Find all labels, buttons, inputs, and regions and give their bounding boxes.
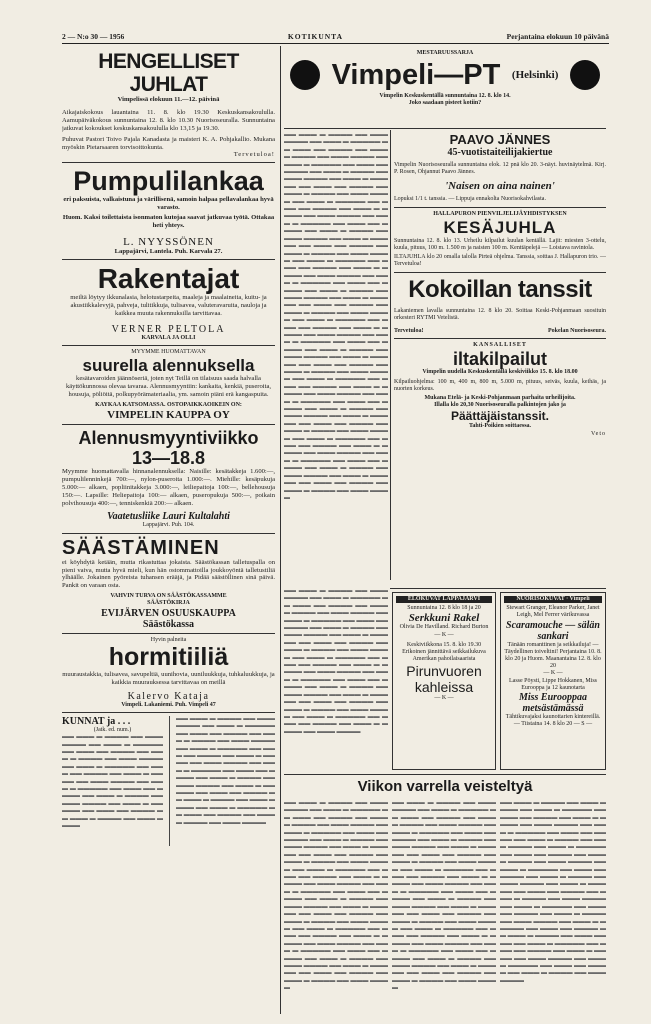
page-header bbox=[62, 30, 609, 42]
ad-elokuvat-lappajarvi bbox=[392, 592, 496, 770]
ad-text: kesätavaroiden jäännöseriä, joten nyt Teillä on tilaisuus saada halvalla käyttökunnossa olevaa tavaraa. Alennusmyyntiin: kankaita, kenkiä, puseroita, housuja, pöliöitä, polkupyörämateriaalia, ym. samoin piäni erä kangaspuita. bbox=[65, 375, 272, 398]
ad-paavo-jannes bbox=[394, 132, 606, 204]
ad-saastaminen bbox=[62, 537, 275, 630]
ad-text: Huom. Kaksi toilettaista isonmaton kutojaa saavat jatkuvaa työtä. Ottakaa heti yhteys. bbox=[62, 214, 275, 230]
column-divider bbox=[280, 46, 281, 1014]
ad-title: SÄÄSTÄMINEN bbox=[62, 536, 220, 559]
ad-title: hormitiiliä bbox=[108, 642, 229, 671]
ad-subtitle: Vimpelissä elokuun 11.—12. päivinä bbox=[117, 96, 220, 103]
ad-organizer: Pokelan Nuorisoseura. bbox=[547, 328, 606, 335]
ad-text: Illalla klo 20,30 Nuorisoseuralla palkintojen jako ja bbox=[434, 402, 566, 409]
ad-rakentajat bbox=[62, 263, 275, 342]
ad-dates: 13—18.8 bbox=[131, 447, 206, 468]
ad-text: muuraustakkia, tulisavea, savupeltiä, uunihovia, uuniluukkuja, tuhkaluukkuja, ja kaikkia muurauksessa tarvittavaa on meillä bbox=[62, 670, 275, 686]
ad-text: Tahti-Poikien soittaessa. bbox=[468, 423, 532, 430]
ad-kokoillan-tanssit bbox=[394, 276, 606, 336]
ad-title: Scaramouche — sälän sankari bbox=[506, 619, 600, 642]
ad-kicker: Hyvin palneita bbox=[150, 636, 187, 643]
ad-text: ei köyhdytä ketään, mutta rikastuttaa jokaista. Säästökassan talletuspalla on pieni vaiva, mutta hyvä mieli, kun hän ostommattoilla joukkoyöntä talletustiliä ylhäälle. Jokainen pyöreista tuhansen erääjä, ja Pidää säästöllinen sinä päivä. Pankit on varaan osta. bbox=[62, 558, 275, 590]
divider bbox=[390, 588, 606, 589]
article-kunnat bbox=[62, 716, 275, 846]
ad-text: Tänään romanttinen ja seikkailuja! — Täydellinen toiveltini! Perjantaina 10. 8. klo 20 ja Huom. Maanantaina 12. 8. klo 20 bbox=[504, 641, 602, 670]
ad-text: Keskiviikkona 15. 8. klo 19.30 bbox=[406, 641, 482, 648]
article-body-placeholder: ▬▬ ▬▬▬ ▬ ▬▬▬▬ ▬▬ ▬▬▬ ▬▬▬▬ ▬▬ ▬▬▬ ▬ ▬▬▬▬▬ ▬▬ ▬▬▬ ▬▬ ▬▬▬▬ ▬▬ ▬▬▬ ▬ ▬▬▬▬ ▬▬ ▬▬▬ ▬▬▬▬ ▬▬ ▬▬▬ ▬ ▬▬▬▬▬ ▬▬ ▬▬▬ ▬▬ ▬▬▬▬ ▬▬ ▬▬▬ ▬ ▬▬▬▬ ▬▬ ▬▬▬ ▬▬▬▬ ▬▬ ▬▬▬ ▬ ▬▬▬▬▬ ▬▬ ▬▬▬ ▬▬ ▬▬▬▬ ▬▬ ▬▬▬ ▬ ▬▬▬▬ ▬▬ ▬▬▬ ▬▬▬▬ ▬▬ ▬▬▬ ▬ ▬▬▬▬▬ ▬▬ ▬▬▬ ▬▬ ▬▬▬▬ ▬▬ ▬▬▬ ▬ ▬▬▬▬ ▬▬ ▬▬▬ ▬▬▬▬ ▬▬ ▬▬▬ ▬ ▬▬▬▬▬ ▬▬ ▬▬▬ ▬▬ ▬▬▬▬ ▬▬ ▬▬▬ ▬ ▬▬▬▬ ▬▬ ▬▬▬ ▬▬▬▬ ▬▬ ▬▬▬ ▬ ▬▬▬▬▬ ▬▬ ▬▬▬ ▬▬ ▬▬▬▬ ▬▬ ▬▬▬ ▬ ▬▬▬▬ ▬▬ ▬▬▬ ▬▬▬▬ ▬▬ ▬▬▬ ▬ ▬▬▬▬▬ ▬▬ ▬▬▬ ▬▬ ▬▬▬▬ ▬▬ ▬▬▬ ▬ ▬▬▬▬ ▬▬ ▬▬▬ ▬▬▬▬ ▬▬ ▬▬▬ ▬ ▬▬▬▬▬ ▬▬ ▬▬▬ ▬▬ ▬▬▬▬ ▬▬ ▬▬▬ ▬ ▬▬▬▬ ▬▬ ▬▬▬ ▬▬▬▬ ▬▬ ▬▬▬ ▬ ▬▬▬▬▬ ▬▬ ▬▬▬ ▬▬ ▬▬▬▬ ▬▬ ▬▬▬ ▬ ▬▬▬▬ ▬▬ ▬▬▬ ▬▬▬▬ ▬▬ ▬▬▬ ▬ ▬▬▬▬▬ ▬▬ ▬▬▬ ▬▬ ▬▬▬▬ ▬▬ ▬▬▬ ▬ ▬▬▬▬ ▬▬ ▬▬▬ ▬▬▬▬ ▬▬ ▬▬▬ ▬ ▬▬▬▬▬ ▬▬ ▬▬▬ ▬▬ ▬▬▬▬ ▬▬ ▬▬▬ ▬ ▬▬▬▬ ▬▬ ▬▬▬ ▬▬▬▬ ▬▬ ▬▬▬ ▬ ▬▬▬▬▬ ▬▬ ▬▬▬ ▬▬ ▬▬▬▬ ▬▬ ▬▬▬ ▬ ▬▬▬▬ ▬▬ ▬▬▬ ▬▬▬▬ ▬▬ ▬▬▬ ▬ ▬▬▬▬▬ ▬▬ ▬▬▬ ▬▬ ▬▬▬▬ ▬▬ ▬▬▬ ▬ ▬▬▬▬ ▬▬ ▬▬▬ ▬▬▬▬ ▬▬ ▬▬▬ ▬ ▬▬▬▬▬ ▬▬ ▬▬▬ ▬▬ ▬▬▬▬ ▬▬ ▬▬▬ ▬ ▬▬▬▬ ▬▬ ▬▬▬ ▬▬▬▬ ▬▬ ▬▬▬ ▬ ▬▬▬▬▬ ▬▬ ▬▬▬ ▬▬ ▬▬▬▬ ▬▬ ▬▬▬ ▬ ▬▬▬▬ ▬▬ ▬▬▬ ▬▬▬▬ ▬▬ ▬▬▬ ▬ ▬▬▬▬▬ ▬▬ ▬▬▬ ▬▬ ▬▬▬▬ ▬▬ ▬▬▬ ▬ ▬▬▬▬ ▬▬ ▬▬▬ ▬▬▬▬ ▬▬ ▬▬▬ ▬ ▬▬▬▬▬ ▬▬ ▬▬▬ ▬▬ ▬▬▬▬ ▬▬ ▬▬▬ ▬ ▬▬▬▬ ▬▬ ▬▬▬ ▬▬▬▬ ▬▬ ▬▬▬ ▬ ▬▬▬▬▬ ▬▬ ▬▬▬ ▬▬ ▬▬▬▬ ▬▬ ▬▬▬ ▬ ▬▬▬▬ ▬▬ ▬▬▬ ▬▬▬▬ bbox=[284, 132, 388, 501]
ad-hormitiilia bbox=[62, 637, 275, 709]
ad-kicker: NUORISOKUVAT · Vimpeli bbox=[504, 596, 602, 603]
ad-text: Kilpailuohjelma: 100 m, 400 m, 800 m, 5.000 m, pituus, seiväs, kuula, keihäs, ja nuorten korkeus. bbox=[394, 378, 606, 392]
ad-text: Mukana Etelä- ja Keski-Pohjanmaan parhaita urheilijoita. bbox=[424, 395, 576, 402]
ad-title: Pumpulilankaa bbox=[73, 166, 264, 197]
ad-cast: Stewart Granger, Eleanor Parker, Janet Leigh, Mel Ferrer värikuvassa bbox=[506, 605, 600, 619]
ad-kicker: KANSALLISET bbox=[473, 342, 527, 349]
article-title: Viikon varrella veisteltyä bbox=[357, 778, 533, 795]
article-body-placeholder: ▬▬ ▬▬▬ ▬ ▬▬▬▬ ▬▬ ▬▬▬ ▬▬▬▬ ▬▬ ▬▬▬ ▬ ▬▬▬▬▬ ▬▬ ▬▬▬ ▬▬ ▬▬▬▬ ▬▬ ▬▬▬ ▬ ▬▬▬▬ ▬▬ ▬▬▬ ▬▬▬▬ ▬▬ ▬▬▬ ▬ ▬▬▬▬▬ ▬▬ ▬▬▬ ▬▬ ▬▬▬▬ ▬▬ ▬▬▬ ▬ ▬▬▬▬ ▬▬ ▬▬▬ ▬▬▬▬ ▬▬ ▬▬▬ ▬ ▬▬▬▬▬ ▬▬ ▬▬▬ ▬▬ ▬▬▬▬ ▬▬ ▬▬▬ ▬ ▬▬▬▬ ▬▬ ▬▬▬ ▬▬▬▬ ▬▬ ▬▬▬ ▬ ▬▬▬▬▬ ▬▬ ▬▬▬ ▬▬ ▬▬▬▬ ▬▬ ▬▬▬ ▬ ▬▬▬▬ ▬▬ ▬▬▬ ▬▬▬▬ ▬▬ ▬▬▬ ▬ ▬▬▬▬▬ ▬▬ ▬▬▬ ▬▬ ▬▬▬▬ ▬▬ ▬▬▬ ▬ ▬▬▬▬ ▬▬ ▬▬▬ ▬▬▬▬ bbox=[175, 715, 275, 826]
ad-address: Lappajärvi. Puh. 104. bbox=[142, 522, 195, 529]
ad-title: Vimpeli—PT bbox=[331, 59, 501, 92]
ad-title: Alennusmyyntiviikko bbox=[78, 427, 259, 448]
ad-welcome: Tervetuloa! bbox=[394, 328, 424, 335]
ad-welcome: Tervetuloa! bbox=[233, 151, 275, 159]
divider bbox=[394, 207, 606, 208]
ad-city: (Helsinki) bbox=[511, 69, 559, 82]
divider bbox=[394, 338, 606, 339]
ad-text: eri paksuista, valkaistuna ja värillisenä, samoin halpaa pellavalankaa hyvä varasto. bbox=[63, 196, 274, 212]
ad-text: Myymme huomattavalla hinnanalennuksella: Naisille: kesätakkeja 1.600:—, pumpulilenninkejä 700:—, nylon-puseroita 1.000:—. Miehille: kesäpukuja 5.000:— alkaen, popliinitakkeja 3.000:—, leiliepaitoja 100:—, bellehousuja 150:—. Lapsille: Heliepaitoja 100:— alkaen, puseropukuja 500:—, poikain polvihousuja 400:—, tenniskenkiä 200:— alkaen. bbox=[62, 467, 275, 507]
ad-kicker: MYYMME HUOMATTAVAN bbox=[131, 348, 206, 355]
ad-text: Vimpelin uudella Keskuskentällä keskiviikko 15. 8. klo 18.00 bbox=[422, 369, 578, 376]
divider bbox=[62, 633, 275, 634]
ad-title: Miss Eurooppaa metsästämässä bbox=[518, 692, 588, 715]
ad-title: KESÄJUHLA bbox=[443, 217, 557, 237]
ad-name: Säästökassa bbox=[142, 618, 195, 630]
ad-text: Joko saadaan pisteet kotiin? bbox=[408, 100, 482, 107]
ad-title: suurella alennuksella bbox=[82, 356, 255, 375]
ad-pumpulilankaa bbox=[62, 166, 275, 256]
ad-kicker: MESTARUUSSARJA bbox=[416, 50, 474, 56]
article-viikon-varrella bbox=[284, 778, 606, 1014]
column-divider bbox=[390, 130, 391, 580]
ad-hengelliset-juhlat bbox=[62, 50, 275, 159]
ad-text: meiltä löytyy ikkunalasia, helotustarpeita, maaleja ja maalaineita, kuitu- ja akustiikkalevyjä, pahveja, tulitikkuja, tulisavea, valuteravaruita, nauloja ja kaikkea muuta rakennuksilla tarvittavaa. bbox=[70, 293, 267, 317]
ad-text: Vimpelin Nuorisoseuralla sunnuntaina elok. 12 pnä klo 20. 3-näyt. huvinäytelmä. Kirj. P. Rosen, Ohjannut Paavo Jännes. bbox=[394, 162, 606, 176]
ad-rating: — K — bbox=[434, 695, 454, 702]
ad-name: VIMPELIN KAUPPA OY bbox=[107, 408, 230, 421]
header-issue: 2 — N:o 30 — 1956 bbox=[62, 31, 125, 41]
ad-cast: Olivia De Havilland. Richard Burton — K — bbox=[399, 624, 489, 638]
ad-alennusmyyntiviikko bbox=[62, 428, 275, 530]
ad-text: Lopuksi 1/1 t. tanssia. — Lippuja ennakolta Nuorisokahvilasta. bbox=[394, 196, 546, 203]
ad-rating: — K — bbox=[543, 670, 563, 677]
ad-address: Vimpeli. Lakaniemi. Puh. Vimpeli 47 bbox=[121, 701, 216, 708]
ad-title: Rakentajat bbox=[97, 262, 240, 294]
ad-vimpeli-pt bbox=[284, 50, 606, 128]
ad-text: ILTAJUHLA klo 20 omalla talolla Pirteä ohjelma. Tanssia, soittaa J. Hallapuron trio. — Tervetuloa! bbox=[394, 254, 606, 268]
ad-title: Pirunvuoren kahleissa bbox=[406, 663, 482, 696]
ad-title: Päättäjäistanssit. bbox=[450, 409, 550, 424]
ad-name: L. NYYSSÖNEN bbox=[123, 235, 214, 248]
ball-icon bbox=[290, 60, 320, 90]
ad-nuorisokuvat bbox=[500, 592, 606, 770]
ad-name: Vaatetusliike Lauri Kultalahti bbox=[107, 511, 230, 523]
ad-iltakilpailut bbox=[394, 342, 606, 438]
ad-text: Erikoinen jännittävä seikkailukuva Amerikan pahoilaisaarista bbox=[402, 649, 486, 663]
ad-signature: Veto bbox=[591, 430, 606, 437]
left-column bbox=[62, 50, 275, 1016]
article-body-placeholder: ▬▬ ▬▬▬ ▬ ▬▬▬▬ ▬▬ ▬▬▬ ▬▬▬▬ ▬▬ ▬▬▬ ▬ ▬▬▬▬▬ ▬▬ ▬▬▬ ▬▬ ▬▬▬▬ ▬▬ ▬▬▬ ▬ ▬▬▬▬ ▬▬ ▬▬▬ ▬▬▬▬ ▬▬ ▬▬▬ ▬ ▬▬▬▬▬ ▬▬ ▬▬▬ ▬▬ ▬▬▬▬ ▬▬ ▬▬▬ ▬ ▬▬▬▬ ▬▬ ▬▬▬ ▬▬▬▬ ▬▬ ▬▬▬ ▬ ▬▬▬▬▬ ▬▬ ▬▬▬ ▬▬ ▬▬▬▬ ▬▬ ▬▬▬ ▬ ▬▬▬▬ ▬▬ ▬▬▬ ▬▬▬▬ ▬▬ ▬▬▬ ▬ ▬▬▬▬▬ ▬▬ ▬▬▬ ▬▬ ▬▬▬▬ ▬▬ ▬▬▬ ▬ ▬▬▬▬ ▬▬ ▬▬▬ ▬▬▬▬ bbox=[62, 734, 163, 829]
ad-cast: Lasse Pöysti, Lippe Hokkanen, Miss Eurooppa ja 12 kaunotarta bbox=[509, 677, 597, 691]
ad-name: SÄÄSTÖKIRJA bbox=[147, 600, 190, 607]
divider bbox=[62, 345, 275, 346]
ad-title: Serkkuni Rakel bbox=[408, 612, 480, 625]
ad-text: KAYKAA KATSOMASSA. OSTOPAIKKAOIKEIN ON: bbox=[95, 401, 242, 408]
ad-address: KARVALA JA OLLI bbox=[141, 334, 196, 341]
ad-address: Lappajärvi, Lantela. Puh. Karvala 27. bbox=[114, 247, 223, 255]
ad-text: Sunnuntaina 12. 8. klo 13. Urheilu kilpailut kuulan kentällä. Lajit: miesten 3-ottelu, kuula, pituus, 100 m. 1.500 m ja naisten 100 m. Kenttäpelejä — Loistava ravintola. bbox=[394, 237, 606, 252]
divider bbox=[62, 162, 275, 163]
ad-kicker: ELOKUVAT LAPPAJÄRVI bbox=[396, 596, 492, 603]
header-paper-name: KOTIKUNTA bbox=[287, 31, 344, 41]
ad-text: Lakaniemen lavalla sunnuntaina 12. 8 klo 20. Soittaa Keski-Pohjanmaan suosituin orkesteri RYTMI Vetelistä. bbox=[394, 307, 606, 321]
article-body-placeholder: ▬▬ ▬▬▬ ▬ ▬▬▬▬ ▬▬ ▬▬▬ ▬▬▬▬ ▬▬ ▬▬▬ ▬ ▬▬▬▬▬ ▬▬ ▬▬▬ ▬▬ ▬▬▬▬ ▬▬ ▬▬▬ ▬ ▬▬▬▬ ▬▬ ▬▬▬ ▬▬▬▬ ▬▬ ▬▬▬ ▬ ▬▬▬▬▬ ▬▬ ▬▬▬ ▬▬ ▬▬▬▬ ▬▬ ▬▬▬ ▬ ▬▬▬▬ ▬▬ ▬▬▬ ▬▬▬▬ ▬▬ ▬▬▬ ▬ ▬▬▬▬▬ ▬▬ ▬▬▬ ▬▬ ▬▬▬▬ ▬▬ ▬▬▬ ▬ ▬▬▬▬ ▬▬ ▬▬▬ ▬▬▬▬ ▬▬ ▬▬▬ ▬ ▬▬▬▬▬ ▬▬ ▬▬▬ ▬▬ ▬▬▬▬ ▬▬ ▬▬▬ ▬ ▬▬▬▬ ▬▬ ▬▬▬ ▬▬▬▬ ▬▬ ▬▬▬ ▬ ▬▬▬▬▬ ▬▬ ▬▬▬ ▬▬ ▬▬▬▬ ▬▬ ▬▬▬ ▬ ▬▬▬▬ ▬▬ ▬▬▬ ▬▬▬▬ ▬▬ ▬▬▬ ▬ ▬▬▬▬▬ ▬▬ ▬▬▬ ▬▬ ▬▬▬▬ ▬▬ ▬▬▬ ▬ ▬▬▬▬ ▬▬ ▬▬▬ ▬▬▬▬ ▬▬ ▬▬▬ ▬ ▬▬▬▬▬ ▬▬ ▬▬▬ ▬▬ ▬▬▬▬ ▬▬ ▬▬▬ ▬ ▬▬▬▬ ▬▬ ▬▬▬ ▬▬▬▬ bbox=[284, 588, 388, 735]
article-column bbox=[284, 132, 388, 584]
divider bbox=[284, 128, 606, 129]
ad-text: Aikajaiskokous lauantaina 11. 8. klo 19.30 Keskuskansakoululla. Aamupäiväkokous sunnuntaina 12. 8. klo 10.30 Nuorisoseuralla. Sunnuntaina jatkuvat kokoukset keskuskansakoululla klo 13,15 ja 19.30. bbox=[62, 108, 275, 132]
ad-alennus bbox=[62, 349, 275, 421]
header-rule bbox=[62, 43, 609, 44]
divider bbox=[62, 424, 275, 425]
divider bbox=[62, 712, 275, 713]
ad-name: Kalervo Kataja bbox=[127, 690, 210, 702]
article-column bbox=[284, 588, 388, 770]
divider bbox=[394, 272, 606, 273]
ad-title: PAAVO JÄNNES bbox=[449, 132, 551, 147]
ad-title: HENGELLISET JUHLAT bbox=[98, 50, 239, 96]
divider bbox=[284, 774, 606, 775]
article-title: KUNNAT ja . . . bbox=[62, 715, 131, 727]
ad-kicker: HALLAPURON PIENVILJELIJÄYHDISTYKSEN bbox=[433, 210, 567, 217]
ad-text: Puhuvat Pastori Toivo Pajala Kanadasta ja maisteri K. A. Pohjakallio. Mukana myöskin Pietarsaaren torvisoittokunta. bbox=[62, 135, 275, 151]
ad-text: Sunnuntaina 12. 8 klo 18 ja 20 bbox=[407, 605, 481, 612]
divider bbox=[62, 259, 275, 260]
ad-title: iltakilpailut bbox=[452, 349, 548, 370]
ad-text: Tähtikuvajaksi kaunottarien kintereillä. — Tiistaina 14. 8 klo 20 — S — bbox=[505, 714, 601, 728]
ad-name: VERNER PELTOLA bbox=[111, 323, 226, 335]
ad-title: Kokoillan tanssit bbox=[408, 275, 592, 303]
ad-name: EVIJÄRVEN OSUUSKAUPPA bbox=[101, 607, 236, 619]
ad-text: VAHVIN TURVA ON SÄÄSTÖKASSAMME bbox=[110, 593, 227, 600]
right-ad-column bbox=[394, 132, 606, 587]
article-body-placeholder: ▬▬ ▬▬▬ ▬ ▬▬▬▬ ▬▬ ▬▬▬ ▬▬▬▬ ▬▬ ▬▬▬ ▬ ▬▬▬▬▬ ▬▬ ▬▬▬ ▬▬ ▬▬▬▬ ▬▬ ▬▬▬ ▬ ▬▬▬▬ ▬▬ ▬▬▬ ▬▬▬▬ ▬▬ ▬▬▬ ▬ ▬▬▬▬▬ ▬▬ ▬▬▬ ▬▬ ▬▬▬▬ ▬▬ ▬▬▬ ▬ ▬▬▬▬ ▬▬ ▬▬▬ ▬▬▬▬ ▬▬ ▬▬▬ ▬ ▬▬▬▬▬ ▬▬ ▬▬▬ ▬▬ ▬▬▬▬ ▬▬ ▬▬▬ ▬ ▬▬▬▬ ▬▬ ▬▬▬ ▬▬▬▬ ▬▬ ▬▬▬ ▬ ▬▬▬▬▬ ▬▬ ▬▬▬ ▬▬ ▬▬▬▬ ▬▬ ▬▬▬ ▬ ▬▬▬▬ ▬▬ ▬▬▬ ▬▬▬▬ ▬▬ ▬▬▬ ▬ ▬▬▬▬▬ ▬▬ ▬▬▬ ▬▬ ▬▬▬▬ ▬▬ ▬▬▬ ▬ ▬▬▬▬ ▬▬ ▬▬▬ ▬▬▬▬ ▬▬ ▬▬▬ ▬ ▬▬▬▬▬ ▬▬ ▬▬▬ ▬▬ ▬▬▬▬ ▬▬ ▬▬▬ ▬ ▬▬▬▬ ▬▬ ▬▬▬ ▬▬▬▬ ▬▬ ▬▬▬ ▬ ▬▬▬▬▬ ▬▬ ▬▬▬ ▬▬ ▬▬▬▬ ▬▬ ▬▬▬ ▬ ▬▬▬▬ ▬▬ ▬▬▬ ▬▬▬▬ ▬▬ ▬▬▬ ▬ ▬▬▬▬▬ ▬▬ ▬▬▬ ▬▬ ▬▬▬▬ ▬▬ ▬▬▬ ▬ ▬▬▬▬ ▬▬ ▬▬▬ ▬▬▬▬ ▬▬ ▬▬▬ ▬ ▬▬▬▬▬ ▬▬ ▬▬▬ ▬▬ ▬▬▬▬ ▬▬ ▬▬▬ ▬ ▬▬▬▬ ▬▬ ▬▬▬ ▬▬▬▬ bbox=[284, 800, 388, 992]
article-subtitle: (Jatk. ed. num.) bbox=[93, 726, 132, 733]
divider bbox=[62, 533, 275, 534]
ad-show-name: 'Naisen on aina nainen' bbox=[445, 180, 555, 193]
article-body-placeholder: ▬▬ ▬▬▬ ▬ ▬▬▬▬ ▬▬ ▬▬▬ ▬▬▬▬ ▬▬ ▬▬▬ ▬ ▬▬▬▬▬ ▬▬ ▬▬▬ ▬▬ ▬▬▬▬ ▬▬ ▬▬▬ ▬ ▬▬▬▬ ▬▬ ▬▬▬ ▬▬▬▬ ▬▬ ▬▬▬ ▬ ▬▬▬▬▬ ▬▬ ▬▬▬ ▬▬ ▬▬▬▬ ▬▬ ▬▬▬ ▬ ▬▬▬▬ ▬▬ ▬▬▬ ▬▬▬▬ ▬▬ ▬▬▬ ▬ ▬▬▬▬▬ ▬▬ ▬▬▬ ▬▬ ▬▬▬▬ ▬▬ ▬▬▬ ▬ ▬▬▬▬ ▬▬ ▬▬▬ ▬▬▬▬ ▬▬ ▬▬▬ ▬ ▬▬▬▬▬ ▬▬ ▬▬▬ ▬▬ ▬▬▬▬ ▬▬ ▬▬▬ ▬ ▬▬▬▬ ▬▬ ▬▬▬ ▬▬▬▬ ▬▬ ▬▬▬ ▬ ▬▬▬▬▬ ▬▬ ▬▬▬ ▬▬ ▬▬▬▬ ▬▬ ▬▬▬ ▬ ▬▬▬▬ ▬▬ ▬▬▬ ▬▬▬▬ ▬▬ ▬▬▬ ▬ ▬▬▬▬▬ ▬▬ ▬▬▬ ▬▬ ▬▬▬▬ ▬▬ ▬▬▬ ▬ ▬▬▬▬ ▬▬ ▬▬▬ ▬▬▬▬ ▬▬ ▬▬▬ ▬ ▬▬▬▬▬ ▬▬ ▬▬▬ ▬▬ ▬▬▬▬ ▬▬ ▬▬▬ ▬ ▬▬▬▬ ▬▬ ▬▬▬ ▬▬▬▬ ▬▬ ▬▬▬ ▬ ▬▬▬▬▬ ▬▬ ▬▬▬ ▬▬ ▬▬▬▬ ▬▬ ▬▬▬ ▬ ▬▬▬▬ ▬▬ ▬▬▬ ▬▬▬▬ ▬▬ ▬▬▬ ▬ ▬▬▬▬▬ ▬▬ ▬▬▬ ▬▬ ▬▬▬▬ ▬▬ ▬▬▬ ▬ ▬▬▬▬ ▬▬ ▬▬▬ ▬▬▬▬ bbox=[392, 800, 496, 992]
article-body-placeholder: ▬▬ ▬▬▬ ▬ ▬▬▬▬ ▬▬ ▬▬▬ ▬▬▬▬ ▬▬ ▬▬▬ ▬ ▬▬▬▬▬ ▬▬ ▬▬▬ ▬▬ ▬▬▬▬ ▬▬ ▬▬▬ ▬ ▬▬▬▬ ▬▬ ▬▬▬ ▬▬▬▬ ▬▬ ▬▬▬ ▬ ▬▬▬▬▬ ▬▬ ▬▬▬ ▬▬ ▬▬▬▬ ▬▬ ▬▬▬ ▬ ▬▬▬▬ ▬▬ ▬▬▬ ▬▬▬▬ ▬▬ ▬▬▬ ▬ ▬▬▬▬▬ ▬▬ ▬▬▬ ▬▬ ▬▬▬▬ ▬▬ ▬▬▬ ▬ ▬▬▬▬ ▬▬ ▬▬▬ ▬▬▬▬ ▬▬ ▬▬▬ ▬ ▬▬▬▬▬ ▬▬ ▬▬▬ ▬▬ ▬▬▬▬ ▬▬ ▬▬▬ ▬ ▬▬▬▬ ▬▬ ▬▬▬ ▬▬▬▬ ▬▬ ▬▬▬ ▬ ▬▬▬▬▬ ▬▬ ▬▬▬ ▬▬ ▬▬▬▬ ▬▬ ▬▬▬ ▬ ▬▬▬▬ ▬▬ ▬▬▬ ▬▬▬▬ ▬▬ ▬▬▬ ▬ ▬▬▬▬▬ ▬▬ ▬▬▬ ▬▬ ▬▬▬▬ ▬▬ ▬▬▬ ▬ ▬▬▬▬ ▬▬ ▬▬▬ ▬▬▬▬ ▬▬ ▬▬▬ ▬ ▬▬▬▬▬ ▬▬ ▬▬▬ ▬▬ ▬▬▬▬ ▬▬ ▬▬▬ ▬ ▬▬▬▬ ▬▬ ▬▬▬ ▬▬▬▬ ▬▬ ▬▬▬ ▬ ▬▬▬▬▬ ▬▬ ▬▬▬ ▬▬ ▬▬▬▬ ▬▬ ▬▬▬ ▬ ▬▬▬▬ ▬▬ ▬▬▬ ▬▬▬▬ ▬▬ ▬▬▬ ▬ ▬▬▬▬▬ ▬▬ ▬▬▬ ▬▬ ▬▬▬▬ ▬▬ ▬▬▬ ▬ ▬▬▬▬ ▬▬ ▬▬▬ ▬▬▬▬ bbox=[500, 800, 606, 984]
ball-icon bbox=[570, 60, 600, 90]
ad-kesajuhla bbox=[394, 211, 606, 269]
header-date: Perjantaina elokuun 10 päivänä bbox=[506, 31, 609, 41]
ad-subtitle: 45-vuotistaiteilijakiertue bbox=[447, 147, 553, 158]
ad-text: Vimpelin Keskuskentällä sunnuntaina 12. 8. klo 14. bbox=[379, 93, 511, 100]
